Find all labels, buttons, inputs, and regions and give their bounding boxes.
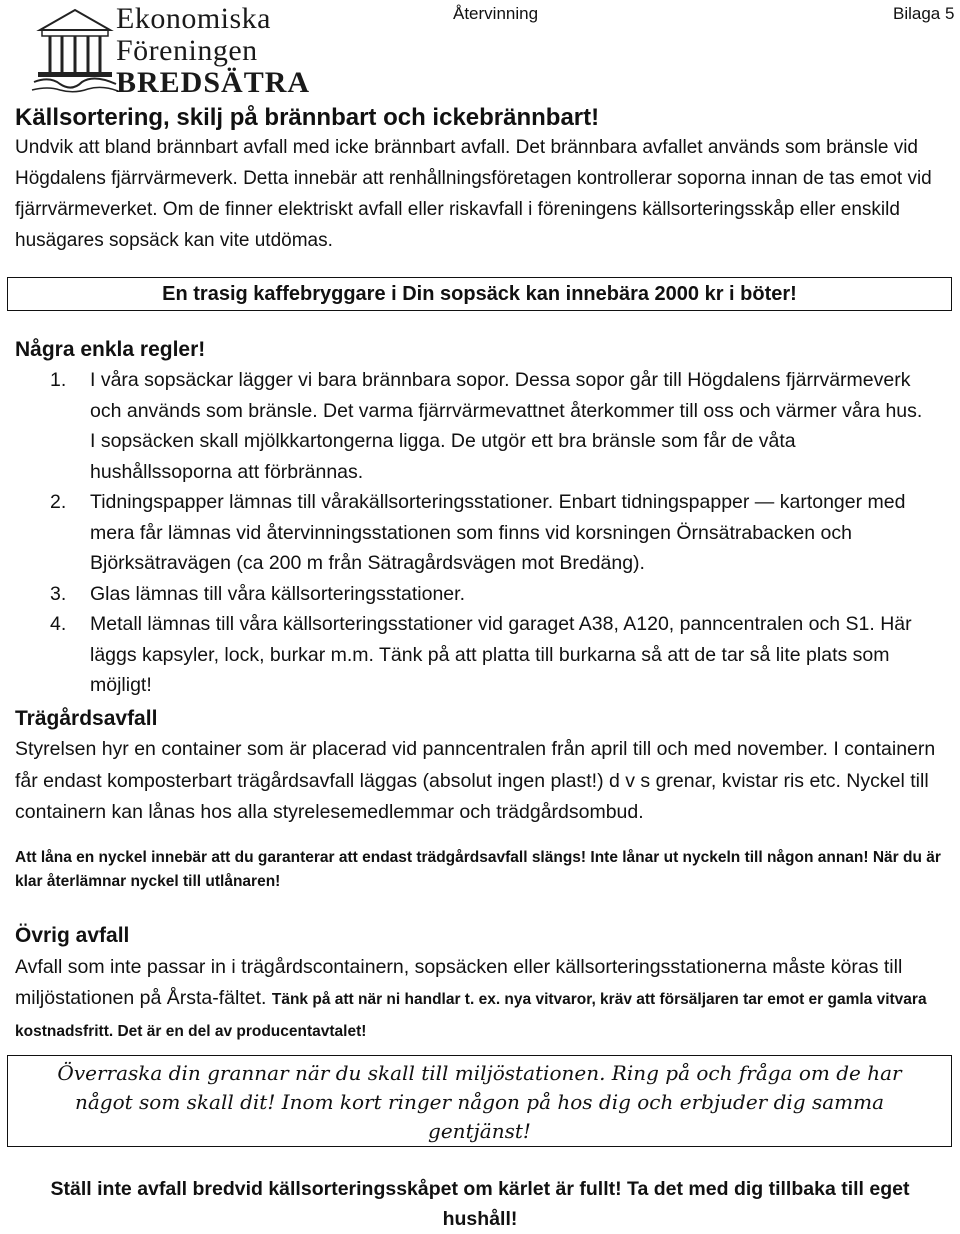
other-waste-bold-text: Tänk på att när ni handlar t. ex. nya vitvaror, kräv att försäljaren tar emot er gamla vitvara kostnadsfritt. Det är en del av producentavtalet! xyxy=(15,991,927,1040)
logo-text xyxy=(116,4,310,98)
rule-number: 1. xyxy=(50,369,67,391)
rules-heading: Några enkla regler! xyxy=(15,338,206,361)
logo-line-1: Ekonomiska xyxy=(116,2,271,35)
logo-line-2: Föreningen xyxy=(116,34,258,67)
rule-number: 4. xyxy=(50,613,67,635)
rule-text: Tidningspapper lämnas till vårakällsorteringsstationer. Enbart tidningspapper — kartonger med mera får lämnas vid återvinningsstationen som finns vid korsningen Örnsätrabacken och Björksätravägen (ca 200 m från Sätragårdsvägen mot Bredäng). xyxy=(90,491,906,574)
fine-warning-box: En trasig kaffebryggare i Din sopsäck kan innebära 2000 kr i böter! xyxy=(7,277,952,311)
footer-notice: Ställ inte avfall bredvid källsorteringsskåpet om kärlet är fullt! Ta det med dig tillbaka till eget hushåll! xyxy=(50,1178,910,1230)
garden-key-warning: Att låna en nyckel innebär att du garanterar att endast trädgårdsavfall slängs! Inte lånar ut nyckeln till någon annan! När du är klar återlämnar nyckel till utlånaren! xyxy=(15,849,941,890)
rule-number: 3. xyxy=(50,582,67,605)
page-title: Källsortering, skilj på brännbart och ickebrännbart! xyxy=(15,104,600,131)
rule-text: Glas lämnas till våra källsorteringsstationer. xyxy=(90,582,465,605)
neighbour-tip-box: Överraska din grannar när du skall till miljöstationen. Ring på och fråga om de har något som skall dit! Inom kort ringer någon på hos dig och erbjuder dig samma gentjänst! xyxy=(7,1055,952,1147)
rule-item xyxy=(50,579,930,610)
intro-paragraph: Undvik att bland brännbart avfall med icke brännbart avfall. Det brännbara avfallet används som bränsle vid Högdalens fjärrvärmeverk. Detta innebär att renhållningsföretagen kontrollerar soporna innan de tas emot vid fjärrvärmeverket. Om de finner elektriskt avfall eller riskavfall i föreningens källsorteringsskåp eller enskild husägares sopsäck kan vite utdömas. xyxy=(15,137,932,251)
rule-item xyxy=(50,487,930,579)
association-logo xyxy=(30,2,311,99)
rule-text: Metall lämnas till våra källsorteringsstationer vid garaget A38, A120, panncentralen och S1. Här läggs kapsyler, lock, burkar m.m. Tänk på att platta till burkarna så att de tar så lite plats som möjligt! xyxy=(90,613,912,696)
header-attachment-label: Bilaga 5 xyxy=(893,4,955,23)
building-logo-icon xyxy=(30,2,120,94)
other-waste-text: Avfall som inte passar in i trägårdscontainern, sopsäcken eller källsorteringsstationerna måste köras till miljöstationen på Årsta-fältet. xyxy=(15,956,903,1009)
rules-list xyxy=(50,365,930,701)
other-waste-heading: Övrig avfall xyxy=(15,924,130,947)
rule-text: I våra sopsäckar lägger vi bara brännbara sopor. Dessa sopor går till Högdalens fjärrvärmeverk och används som bränsle. Det varma fjärrvärmevattnet återkommer till oss och värmer våra hus. I sopsäcken skall mjölkkartongerna ligga. De utgör ett bra bränsle som får de våta hushållssoporna att förbrännas. xyxy=(90,369,923,483)
garden-heading: Trägårdsavfall xyxy=(15,707,158,730)
other-waste-paragraph xyxy=(15,952,950,1047)
garden-paragraph: Styrelsen hyr en container som är placerad vid panncentralen från april till och med november. I containern får endast komposterbart trägårdsavfall läggas (absolut ingen plast!) d v s grenar, kvistar ris etc. Nyckel till containern kan lånas hos alla styrelesemedlemmar och trädgårdsombud. xyxy=(15,738,936,823)
rule-item xyxy=(50,365,930,487)
rule-number: 2. xyxy=(50,491,67,513)
rule-item xyxy=(50,609,930,701)
header-section-label: Återvinning xyxy=(453,4,539,23)
logo-line-3: BREDSÄTRA xyxy=(116,66,311,99)
